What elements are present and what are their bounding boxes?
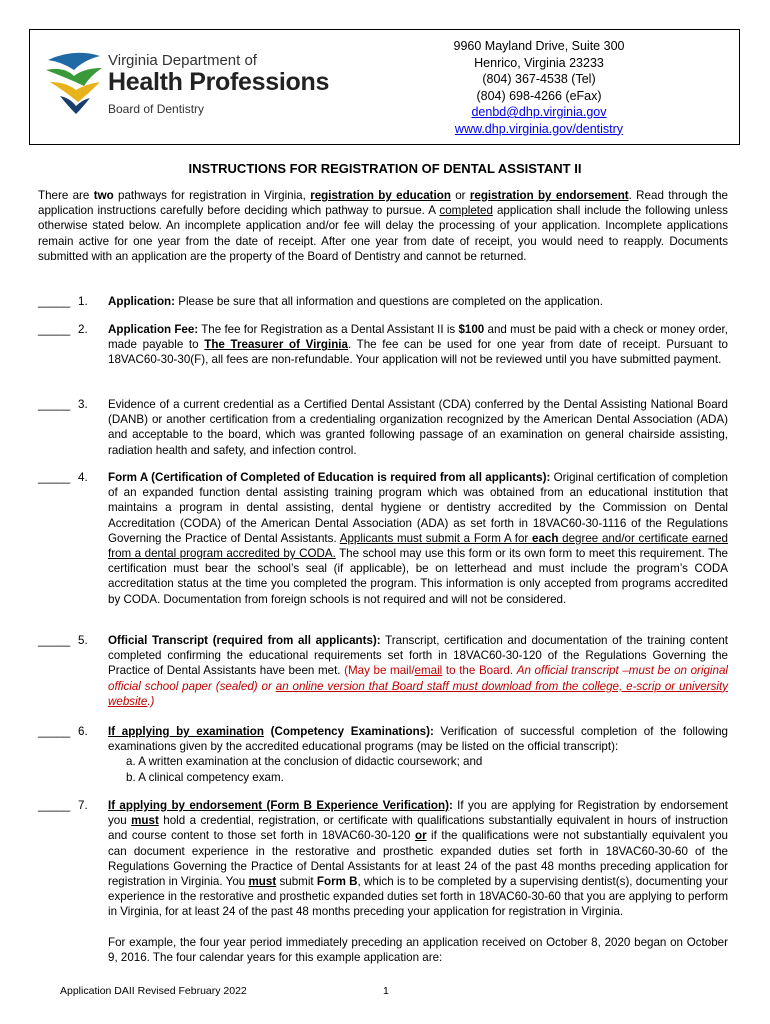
contact-block	[399, 38, 679, 137]
email-link[interactable]: email	[414, 664, 443, 678]
item-number: 7.	[78, 799, 88, 812]
sub-item-a: a. A written examination at the conclusion of didactic coursework; and	[126, 755, 483, 769]
item-number: 5.	[78, 634, 88, 647]
item-number: 1.	[78, 295, 88, 308]
item-number: 3.	[78, 398, 88, 411]
footer-revision: Application DAII Revised February 2022	[60, 985, 247, 997]
checkbox-blank: _____	[38, 799, 71, 812]
logo-line-3: Board of Dentistry	[108, 102, 205, 116]
item-4: _____ 4. Form A (Certification of Completed of Education is required from all applicants): Original certification of completion of an expanded function dental assisting training program which was obtained from an educational institution that maintains a program in dental assisting, dental hygiene or dentistry accredited by the Commission on Dental Accreditation (CODA) of the American Dental Association (ADA) as set forth in 18VAC60-30-1116 of the Regulations Governing the Practice of Dental Assistants. Applicants must submit a Form A for each degree and/or certificate earned from a dental program accredited by CODA. The school may use this form or its own form to meet this requirement. The certification must bear the school’s seal (if applicable), be on letterhead and must include the program’s CODA accreditation status at the time you completed the program. This information is only accepted from programs accredited by CODA. Documentation from foreign schools is not required and will not be considered.	[38, 471, 728, 606]
item-2: _____ 2. Application Fee: The fee for Registration as a Dental Assistant II is $100 and must be paid with a check or money order, made payable to The Treasurer of Virginia. The fee can be used for one year from date of receipt. Pursuant to 18VAC60-30-30(F), all fees are non-refundable. Your application will not be reviewed until you have submitted payment.	[38, 323, 728, 367]
checkbox-blank: _____	[38, 398, 71, 411]
item-number: 2.	[78, 323, 88, 336]
logo-emblem-icon	[44, 46, 104, 116]
checkbox-blank: _____	[38, 725, 71, 738]
email-link[interactable]: denbd@dhp.virginia.gov	[471, 105, 607, 119]
item-number: 6.	[78, 725, 88, 738]
item-6: _____ 6. If applying by examination (Competency Examinations): Verification of successful completion of the following examinations given by the accredited educational programs (may be listed on the official transcript): a. A written examination at the conclusion of didactic coursework; and b. A clinical competency exam.	[38, 725, 728, 784]
item-7-example: For example, the four year period immediately preceding an application received on October 8, 2020 began on October 9, 2016. The four calendar years for this example application are:	[108, 935, 728, 964]
address-line-2: Henrico, Virginia 23233	[474, 55, 604, 70]
intro-paragraph: There are two pathways for registration in Virginia, registration by education or registration by endorsement. Read through the application instructions carefully before deciding which pathway to pursue. A completed application shall include the following unless otherwise stated below. An incomplete application and/or fee will delay the processing of your application. Incomplete applications remain active for one year from the date of receipt. After one year from date of receipt, you would need to reapply. Documents submitted with an application are the property of the Board of Dentistry and cannot be returned.	[38, 189, 728, 263]
address-line-1: 9960 Mayland Drive, Suite 300	[453, 39, 625, 53]
logo-line-1: Virginia Department of	[108, 52, 257, 69]
page-title: INSTRUCTIONS FOR REGISTRATION OF DENTAL ASSISTANT II	[188, 161, 582, 176]
item-7: _____ 7. If applying by endorsement (Form B Experience Verification): If you are applying for Registration by endorsement you must hold a credential, registration, or certificate with qualifications substantially equivalent in hours of instruction and course content to those set forth in 18VAC60-30-120 or if the qualifications were not substantially equivalent you can document experience in the restorative and prosthetic expanded duties set forth in 18VAC60-30-60 of the Regulations Governing the Practice of Dental Assistants for at least 24 of the past 48 months preceding application for registration in Virginia. You must submit Form B, which is to be completed by a supervising dentist(s), documenting your experience in the restorative and prosthetic expanded duties set forth in 18VAC60-30-60 that you are applying to perform in Virginia, for at least 24 of the past 48 months preceding your application for registration in Virginia. For example, the four year period immediately preceding an application received on October 8, 2020 began on October 9, 2016. The four calendar years for this example application are:	[38, 799, 729, 964]
item-3: _____ 3. Evidence of a current credential as a Certified Dental Assistant (CDA) conferred by the Dental Assisting National Board (DANB) or another certification from a credentialing organization recognized by the American Dental Association (ADA) and acceptable to the board, which was granted following passage of an examination on general chairside assisting, radiation health and safety, and infection control.	[38, 398, 728, 457]
dhp-logo	[44, 46, 344, 120]
logo-line-2: Health Professions	[108, 68, 330, 96]
item-number: 4.	[78, 471, 88, 484]
phone: (804) 367-4538 (Tel)	[482, 72, 596, 86]
checkbox-blank: _____	[38, 323, 71, 336]
online-transcript-link[interactable]: an online version that Board staff must download from the college, e-scrip or university website	[108, 679, 729, 708]
website-link[interactable]: www.dhp.virginia.gov/dentistry	[454, 121, 624, 136]
item-5: _____ 5. Official Transcript (required from all applicants): Transcript, certification and documentation of the training content completed confirming the educational requirements set forth in 18VAC60-30-120 of the Regulations Governing the Practice of Dental Assistants have been met. (May be mail/email to the Board. An official transcript –must be on original official school paper (sealed) or an online version that Board staff must download from the college, e-scrip or university website.)	[38, 634, 729, 708]
sub-item-b: b. A clinical competency exam.	[126, 770, 284, 784]
page-number: 1	[383, 985, 389, 997]
checkbox-blank: _____	[38, 295, 71, 308]
checkbox-blank: _____	[38, 634, 71, 647]
item-1: _____ 1. Application: Please be sure that all information and questions are completed on the application.	[38, 295, 603, 308]
fax: (804) 698-4266 (eFax)	[476, 88, 602, 103]
checkbox-blank: _____	[38, 471, 71, 484]
